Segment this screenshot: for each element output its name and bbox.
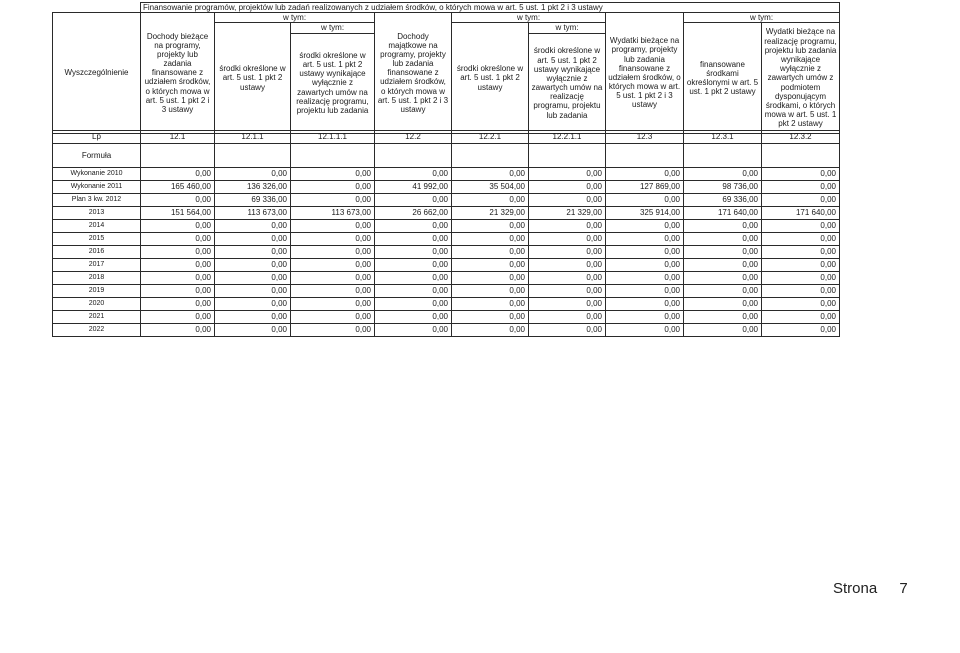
cell-value: 171 640,00 [762, 207, 840, 220]
page-number: 7 [899, 580, 908, 597]
cell-value: 0,00 [606, 324, 684, 337]
section-title: Finansowanie programów, projektów lub zadań realizowanych z udziałem środków, o których mowa w art. 5 ust. 1 pkt 2 i 3 ustawy [141, 3, 840, 13]
cell-value: 0,00 [762, 168, 840, 181]
lp-code: 12.2.1.1 [529, 131, 606, 144]
table-row [53, 207, 840, 220]
row-label: 2022 [53, 324, 141, 337]
col-12-3-2-header: Wydatki bieżące na realizację programu, projektu lub zadania wynikające wyłącznie z zawartych umów z podmiotem dysponującym środkami, o których mowa w art. 5 ust. 1 pkt 2 ustawy [762, 23, 840, 133]
cell-value: 0,00 [762, 298, 840, 311]
cell-value: 0,00 [375, 259, 452, 272]
lp-code: 12.3 [606, 131, 684, 144]
cell-value: 0,00 [375, 311, 452, 324]
col-12-3-header: Wydatki bieżące na programy, projekty lub zadania finansowane z udziałem środków, o których mowa w art. 5 ust. 1 pkt 2 i 3 ustawy [606, 13, 684, 133]
cell-value: 0,00 [452, 298, 529, 311]
cell-value: 0,00 [762, 233, 840, 246]
cell-value: 0,00 [291, 168, 375, 181]
cell-value: 0,00 [215, 259, 291, 272]
col-12-1-1-header: środki określone w art. 5 ust. 1 pkt 2 ustawy [215, 23, 291, 133]
cell-value: 0,00 [606, 220, 684, 233]
cell-value: 0,00 [684, 246, 762, 259]
table-row [53, 168, 840, 181]
cell-value: 0,00 [606, 298, 684, 311]
header-blank [53, 3, 141, 13]
cell-value: 0,00 [375, 298, 452, 311]
cell-value: 0,00 [141, 246, 215, 259]
cell-value: 0,00 [452, 246, 529, 259]
cell-value: 0,00 [452, 311, 529, 324]
cell-value: 0,00 [375, 324, 452, 337]
lp-code: 12.3.1 [684, 131, 762, 144]
w-tym-1a: w tym: [291, 23, 375, 33]
lp-code: 12.1.1.1 [291, 131, 375, 144]
table-row [53, 233, 840, 246]
cell-value: 0,00 [375, 168, 452, 181]
cell-value: 0,00 [684, 311, 762, 324]
cell-value: 0,00 [529, 311, 606, 324]
row-label: Plan 3 kw. 2012 [53, 194, 141, 207]
cell-value: 98 736,00 [684, 181, 762, 194]
cell-value: 0,00 [606, 259, 684, 272]
row-label: 2019 [53, 285, 141, 298]
cell-value: 69 336,00 [215, 194, 291, 207]
cell-value: 0,00 [684, 324, 762, 337]
row-label: 2015 [53, 233, 141, 246]
cell-value: 0,00 [291, 298, 375, 311]
cell-value: 0,00 [291, 233, 375, 246]
w-tym-2: w tym: [452, 13, 606, 23]
cell-value: 0,00 [684, 259, 762, 272]
table-row [53, 194, 840, 207]
cell-value: 0,00 [215, 285, 291, 298]
cell-value: 0,00 [215, 311, 291, 324]
cell-value: 0,00 [141, 259, 215, 272]
table-row [53, 298, 840, 311]
header-table [52, 2, 840, 134]
table-row [53, 259, 840, 272]
page-label: Strona [833, 580, 878, 597]
cell-value: 113 673,00 [215, 207, 291, 220]
cell-value: 0,00 [529, 168, 606, 181]
table-row [53, 220, 840, 233]
cell-value: 0,00 [606, 272, 684, 285]
cell-value: 0,00 [452, 220, 529, 233]
row-label: 2014 [53, 220, 141, 233]
cell-value: 0,00 [375, 272, 452, 285]
cell-value: 0,00 [762, 324, 840, 337]
page-footer [833, 580, 908, 597]
cell-value: 0,00 [375, 233, 452, 246]
row-label: 2013 [53, 207, 141, 220]
lp-code: 12.2.1 [452, 131, 529, 144]
cell-value: 0,00 [141, 233, 215, 246]
col-12-3-1-header: finansowane środkami określonymi w art. 5 ust. 1 pkt 2 ustawy [684, 23, 762, 133]
cell-value: 0,00 [762, 272, 840, 285]
lp-label: Lp [53, 131, 141, 144]
cell-value: 0,00 [291, 194, 375, 207]
cell-value: 0,00 [529, 272, 606, 285]
cell-value: 0,00 [141, 285, 215, 298]
cell-value: 0,00 [291, 311, 375, 324]
cell-value: 0,00 [215, 246, 291, 259]
formula-label: Formuła [53, 144, 141, 168]
cell-value: 0,00 [684, 168, 762, 181]
cell-value: 0,00 [606, 311, 684, 324]
cell-value: 35 504,00 [452, 181, 529, 194]
cell-value: 0,00 [452, 324, 529, 337]
cell-value: 165 460,00 [141, 181, 215, 194]
cell-value: 0,00 [762, 220, 840, 233]
cell-value: 0,00 [762, 181, 840, 194]
cell-value: 0,00 [529, 220, 606, 233]
cell-value: 0,00 [529, 259, 606, 272]
table-row [53, 311, 840, 324]
lp-code: 12.1 [141, 131, 215, 144]
cell-value: 0,00 [141, 194, 215, 207]
cell-value: 151 564,00 [141, 207, 215, 220]
w-tym-1: w tym: [215, 13, 375, 23]
cell-value: 0,00 [762, 246, 840, 259]
cell-value: 0,00 [375, 220, 452, 233]
lp-code: 12.1.1 [215, 131, 291, 144]
cell-value: 0,00 [762, 259, 840, 272]
cell-value: 0,00 [529, 298, 606, 311]
cell-value: 0,00 [141, 168, 215, 181]
cell-value: 0,00 [452, 285, 529, 298]
cell-value: 0,00 [452, 233, 529, 246]
cell-value: 0,00 [529, 233, 606, 246]
cell-value: 0,00 [215, 168, 291, 181]
cell-value: 0,00 [215, 272, 291, 285]
col-12-2-1-1-header: środki określone w art. 5 ust. 1 pkt 2 ustawy wynikające wyłącznie z zawartych umów na realizację programu, projektu lub zadania [529, 33, 606, 133]
cell-value: 0,00 [215, 233, 291, 246]
cell-value: 0,00 [529, 324, 606, 337]
lp-code: 12.3.2 [762, 131, 840, 144]
cell-value: 0,00 [141, 272, 215, 285]
cell-value: 0,00 [529, 181, 606, 194]
data-table [52, 130, 840, 337]
table-row [53, 324, 840, 337]
col-12-2-header: Dochody majątkowe na programy, projekty lub zadania finansowane z udziałem środków, o których mowa w art. 5 ust. 1 pkt 2 i 3 ustawy [375, 13, 452, 133]
row-label: Wykonanie 2010 [53, 168, 141, 181]
cell-value: 0,00 [141, 311, 215, 324]
col-12-1-header: Dochody bieżące na programy, projekty lub zadania finansowane z udziałem środków, o których mowa w art. 5 ust. 1 pkt 2 i 3 ustawy [141, 13, 215, 133]
cell-value: 0,00 [684, 298, 762, 311]
cell-value: 0,00 [141, 324, 215, 337]
row-label: Wykonanie 2011 [53, 181, 141, 194]
cell-value: 0,00 [375, 285, 452, 298]
cell-value: 0,00 [215, 298, 291, 311]
w-tym-3: w tym: [684, 13, 840, 23]
cell-value: 0,00 [291, 324, 375, 337]
cell-value: 21 329,00 [529, 207, 606, 220]
cell-value: 0,00 [762, 194, 840, 207]
cell-value: 0,00 [762, 311, 840, 324]
cell-value: 0,00 [291, 259, 375, 272]
row-label: 2020 [53, 298, 141, 311]
cell-value: 26 662,00 [375, 207, 452, 220]
cell-value: 0,00 [141, 220, 215, 233]
cell-value: 171 640,00 [684, 207, 762, 220]
cell-value: 0,00 [291, 285, 375, 298]
formula-row [53, 144, 840, 168]
table-row [53, 272, 840, 285]
row-label: 2016 [53, 246, 141, 259]
cell-value: 0,00 [606, 246, 684, 259]
cell-value: 69 336,00 [684, 194, 762, 207]
cell-value: 0,00 [606, 233, 684, 246]
cell-value: 0,00 [452, 168, 529, 181]
cell-value: 0,00 [606, 194, 684, 207]
cell-value: 0,00 [291, 272, 375, 285]
cell-value: 136 326,00 [215, 181, 291, 194]
cell-value: 21 329,00 [452, 207, 529, 220]
cell-value: 0,00 [291, 220, 375, 233]
cell-value: 0,00 [529, 246, 606, 259]
cell-value: 0,00 [529, 194, 606, 207]
table-row [53, 246, 840, 259]
cell-value: 0,00 [375, 194, 452, 207]
col-12-2-1-header: środki określone w art. 5 ust. 1 pkt 2 ustawy [452, 23, 529, 133]
col-12-1-1-1-header: środki określone w art. 5 ust. 1 pkt 2 ustawy wynikające wyłącznie z zawartych umów na realizację programu, projektu lub zadania [291, 33, 375, 133]
cell-value: 113 673,00 [291, 207, 375, 220]
cell-value: 0,00 [452, 272, 529, 285]
cell-value: 0,00 [606, 285, 684, 298]
row-label: 2017 [53, 259, 141, 272]
cell-value: 0,00 [684, 233, 762, 246]
wyszczegolnienie-header: Wyszczególnienie [53, 13, 141, 133]
cell-value: 0,00 [684, 220, 762, 233]
cell-value: 127 869,00 [606, 181, 684, 194]
cell-value: 0,00 [215, 220, 291, 233]
cell-value: 0,00 [452, 259, 529, 272]
table-row [53, 285, 840, 298]
lp-code: 12.2 [375, 131, 452, 144]
cell-value: 0,00 [215, 324, 291, 337]
cell-value: 0,00 [291, 181, 375, 194]
cell-value: 0,00 [606, 168, 684, 181]
cell-value: 0,00 [141, 298, 215, 311]
cell-value: 0,00 [291, 246, 375, 259]
row-label: 2018 [53, 272, 141, 285]
cell-value: 0,00 [529, 285, 606, 298]
w-tym-2a: w tym: [529, 23, 606, 33]
table-row [53, 181, 840, 194]
cell-value: 0,00 [684, 272, 762, 285]
cell-value: 0,00 [452, 194, 529, 207]
cell-value: 41 992,00 [375, 181, 452, 194]
cell-value: 325 914,00 [606, 207, 684, 220]
cell-value: 0,00 [762, 285, 840, 298]
row-label: 2021 [53, 311, 141, 324]
cell-value: 0,00 [684, 285, 762, 298]
lp-row [53, 131, 840, 144]
cell-value: 0,00 [375, 246, 452, 259]
